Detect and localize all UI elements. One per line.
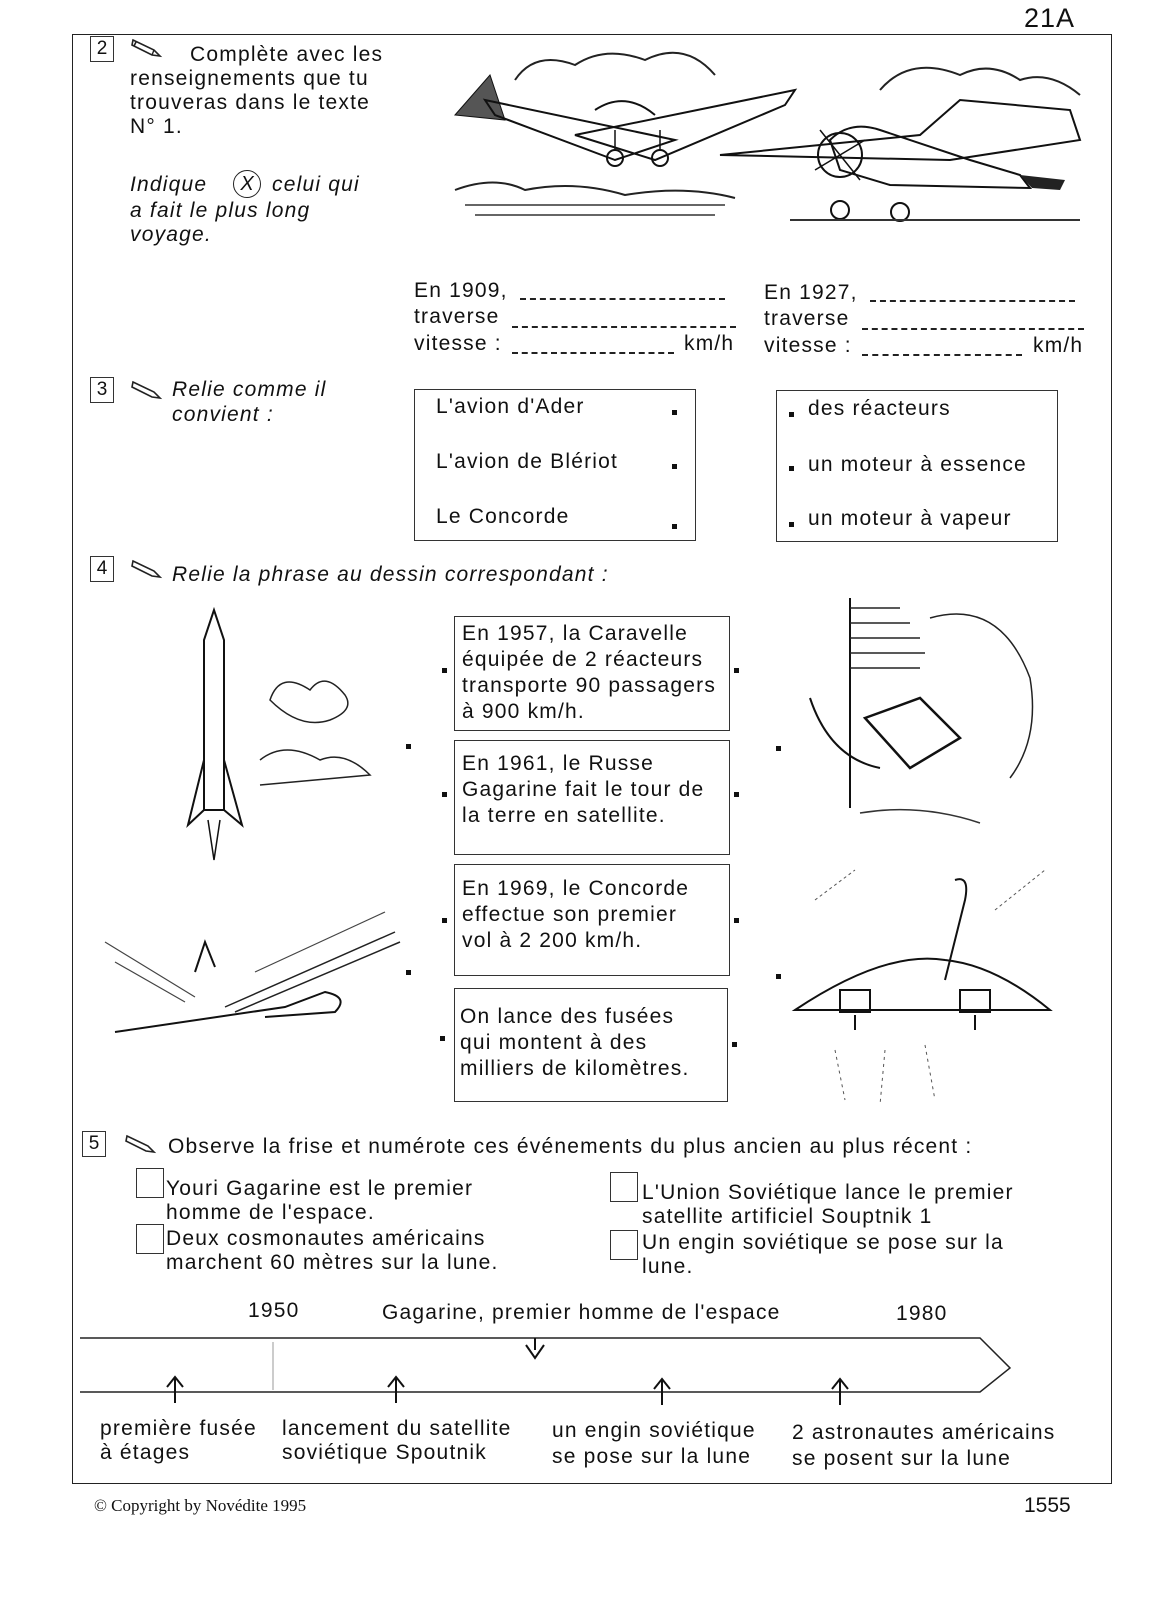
link-dot[interactable]: [789, 522, 794, 527]
timeline-arrow: [80, 1330, 1080, 1420]
satellite-capsule-drawing: [800, 598, 1060, 838]
ex2-right-vitesse-blank[interactable]: [862, 338, 1022, 356]
ex3-right-item: un moteur à vapeur: [808, 507, 1012, 530]
page-code: 21A: [1024, 3, 1076, 33]
link-dot[interactable]: [672, 464, 677, 469]
ex2-left-vitesse-blank[interactable]: [512, 336, 674, 354]
ex2-indication-4: voyage.: [130, 223, 212, 246]
timeline-label-1: à étages: [100, 1441, 191, 1464]
link-dot[interactable]: [734, 918, 739, 923]
caravelle-drawing: [105, 912, 405, 1062]
spirit-of-st-louis-drawing: [720, 40, 1090, 230]
ex3-right-item: un moteur à essence: [808, 453, 1027, 476]
link-dot[interactable]: [732, 1042, 737, 1047]
ex2-left-year: En 1909,: [414, 279, 508, 302]
order-checkbox[interactable]: [136, 1168, 164, 1198]
ex2-right-unit: km/h: [1033, 334, 1084, 357]
link-dot[interactable]: [776, 746, 781, 751]
timeline-label-3: un engin soviétique: [552, 1419, 756, 1442]
timeline-label-4: 2 astronautes américains: [792, 1421, 1056, 1444]
link-dot[interactable]: [776, 974, 781, 979]
sentence-2-line: En 1961, le Russe: [462, 752, 655, 775]
sentence-1-line: transporte 90 passagers: [462, 674, 717, 697]
event-marker-icon: [386, 1375, 406, 1403]
event-4-line: lune.: [642, 1255, 694, 1278]
circled-x-icon: X: [233, 170, 261, 198]
sentence-1-line: En 1957, la Caravelle: [462, 622, 688, 645]
ex3-left-item: L'avion d'Ader: [436, 395, 585, 418]
link-dot[interactable]: [406, 744, 411, 749]
sentence-4-line: milliers de kilomètres.: [460, 1057, 690, 1080]
link-dot[interactable]: [442, 792, 447, 797]
event-2-line: Deux cosmonautes américains: [166, 1227, 486, 1250]
page-number: 1555: [1024, 1494, 1071, 1517]
pencil-icon: [124, 1132, 158, 1156]
ex2-line-1: Complète avec les: [190, 43, 384, 66]
ex2-left-traverse-blank[interactable]: [512, 310, 736, 328]
sentence-1-line: à 900 km/h.: [462, 700, 585, 723]
link-dot[interactable]: [442, 918, 447, 923]
link-dot[interactable]: [440, 1036, 445, 1041]
exercise-5-number: 5: [82, 1131, 106, 1157]
timeline-end-year: 1980: [896, 1302, 948, 1325]
event-1-line: homme de l'espace.: [166, 1201, 375, 1224]
timeline-label-3: se pose sur la lune: [552, 1445, 752, 1468]
link-dot[interactable]: [789, 466, 794, 471]
timeline-label-2: lancement du satellite: [282, 1417, 512, 1440]
sentence-4-line: On lance des fusées: [460, 1005, 675, 1028]
rocket-drawing: [170, 610, 390, 870]
order-checkbox[interactable]: [610, 1230, 638, 1260]
pencil-icon: [130, 557, 164, 581]
event-4-line: Un engin soviétique se pose sur la: [642, 1231, 1004, 1254]
event-marker-icon: [652, 1377, 672, 1405]
ex5-instruction: Observe la frise et numérote ces événements du plus ancien au plus récent :: [168, 1135, 973, 1158]
order-checkbox[interactable]: [610, 1172, 638, 1202]
exercise-3-number: 3: [90, 377, 114, 403]
timeline-label-4: se posent sur la lune: [792, 1447, 1011, 1470]
ex2-right-vitesse: vitesse :: [764, 334, 852, 357]
timeline-start-year: 1950: [248, 1299, 300, 1322]
ex2-line-4: N° 1.: [130, 115, 183, 138]
sentence-3-line: vol à 2 200 km/h.: [462, 929, 643, 952]
event-3-line: satellite artificiel Souptnik 1: [642, 1205, 933, 1228]
pencil-icon: [130, 378, 164, 402]
event-marker-icon: [830, 1377, 850, 1405]
timeline-label-1: première fusée: [100, 1417, 257, 1440]
order-checkbox[interactable]: [136, 1224, 164, 1254]
event-3-line: L'Union Soviétique lance le premier: [642, 1181, 1014, 1204]
timeline-label-2: soviétique Spoutnik: [282, 1441, 487, 1464]
ex2-indication-1: Indique: [130, 173, 208, 196]
concorde-drawing: [795, 870, 1055, 1110]
ex3-instruction-2: convient :: [172, 403, 274, 426]
ex4-instruction: Relie la phrase au dessin correspondant :: [172, 563, 609, 586]
ex2-right-year: En 1927,: [764, 281, 858, 304]
sentence-2-line: la terre en satellite.: [462, 804, 666, 827]
link-dot[interactable]: [672, 524, 677, 529]
event-marker-icon: [165, 1375, 185, 1403]
ex2-line-2: renseignements que tu: [130, 67, 369, 90]
sentence-4-line: qui montent à des: [460, 1031, 648, 1054]
ex3-left-item: Le Concorde: [436, 505, 570, 528]
sentence-3-line: effectue son premier: [462, 903, 678, 926]
link-dot[interactable]: [789, 412, 794, 417]
sentence-3-line: En 1969, le Concorde: [462, 877, 690, 900]
exercise-4-number: 4: [90, 556, 114, 582]
ex2-left-traverse: traverse: [414, 305, 500, 328]
event-2-line: marchent 60 mètres sur la lune.: [166, 1251, 499, 1274]
ex2-indication-3: a fait le plus long: [130, 199, 311, 222]
link-dot[interactable]: [734, 792, 739, 797]
ex2-left-year-blank[interactable]: [520, 282, 725, 300]
ex3-left-item: L'avion de Blériot: [436, 450, 619, 473]
ex2-right-traverse: traverse: [764, 307, 850, 330]
link-dot[interactable]: [734, 668, 739, 673]
timeline-middle-label: Gagarine, premier homme de l'espace: [382, 1301, 781, 1324]
link-dot[interactable]: [672, 410, 677, 415]
ex2-indication-2: celui qui: [272, 173, 360, 196]
sentence-2-line: Gagarine fait le tour de: [462, 778, 705, 801]
ex2-right-traverse-blank[interactable]: [862, 312, 1084, 330]
pencil-icon: [130, 36, 164, 60]
link-dot[interactable]: [406, 970, 411, 975]
ex3-instruction-1: Relie comme il: [172, 378, 327, 401]
ex2-left-vitesse: vitesse :: [414, 332, 502, 355]
exercise-2-number: 2: [90, 36, 114, 62]
link-dot[interactable]: [442, 668, 447, 673]
event-1-line: Youri Gagarine est le premier: [166, 1177, 474, 1200]
ex2-right-year-blank[interactable]: [870, 284, 1075, 302]
sentence-1-line: équipée de 2 réacteurs: [462, 648, 704, 671]
ex2-line-3: trouveras dans le texte: [130, 91, 371, 114]
ex3-right-item: des réacteurs: [808, 397, 951, 420]
ex2-left-unit: km/h: [684, 332, 735, 355]
copyright: © Copyright by Novédite 1995: [94, 1496, 307, 1515]
